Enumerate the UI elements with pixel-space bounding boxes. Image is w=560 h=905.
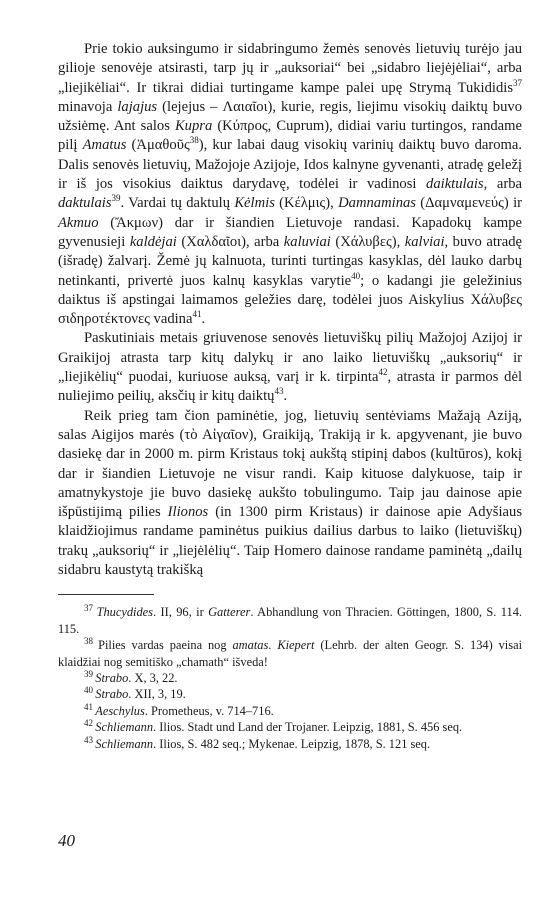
text-run: (Δαμναμενεύς) ir xyxy=(415,195,522,212)
italic-text: kaldėjai xyxy=(129,233,177,250)
text-run: , arba xyxy=(483,176,522,193)
text-run: . II, 96, ir xyxy=(153,605,209,620)
italic-text: Strabo xyxy=(95,687,129,702)
text-run: (Χαλδαῖοι), arba xyxy=(176,233,284,250)
text-run: ), kur labai daug visokių varinių daiktų buvo daroma. Dalis senovės lietuvių, Mažojoje Azijoje, Idos kalnyne gyvenanti, atradę geležį ir iš jos visokius daiktus darydavę, todėlei ir vadinosi xyxy=(58,137,523,193)
text-run: Prie tokio auksingumo ir sidabringumo žemės senovės lietuvių turėjo jau gilioje senovėje atsirasti, tarp jų ir „auksoriai“ bei „sidabro liejėjėliai“, arba „liejikėliai“. Ir tikrai didiai turtingame kampe palei upę Strymą Tukididis xyxy=(58,41,522,96)
italic-text: Akmuo xyxy=(58,214,99,231)
footnote-ref: 38 xyxy=(189,135,199,146)
footnote-ref: 42 xyxy=(84,718,96,729)
footnote-ref: 42 xyxy=(378,367,388,378)
italic-text: Aeschylus xyxy=(95,703,145,718)
text-run: . xyxy=(283,388,288,405)
text-run: . Abhandlung von Thracien. Göttingen, 1800, S. 114. 115. xyxy=(58,605,522,636)
italic-text: Ilionos xyxy=(167,504,209,521)
text-run: . XII, 3, 19. xyxy=(128,687,186,702)
body-paragraph xyxy=(58,329,522,406)
text-run: (Κύπρος, Cuprum), didiai variu turtingos, randame pilį xyxy=(58,118,522,154)
footnote-ref: 41 xyxy=(84,701,96,712)
text-run: . xyxy=(201,311,206,328)
footnote-ref: 43 xyxy=(274,386,284,397)
text-run: . Ilios. Stadt und Land der Trojaner. Leipzig, 1881, S. 456 seq. xyxy=(153,720,463,735)
body-paragraph xyxy=(58,407,522,581)
italic-text: Damnaminas xyxy=(338,195,416,212)
page-body xyxy=(58,40,522,752)
text-run: (Lehrb. der alten Geogr. S. 134) visai klaidžiai nog semitiško „chamath“ išveda! xyxy=(58,638,523,669)
text-run: (Ἄκμων) dar ir šiandien Lietuvoje randasi. Kapadokų kampe gyvenusieji xyxy=(58,214,522,250)
footnote-ref: 37 xyxy=(84,603,97,614)
footnote xyxy=(58,736,522,752)
italic-text: Schliemann xyxy=(95,720,154,735)
italic-text: Gatterer xyxy=(208,605,251,620)
text-run: (Ἀμαθοῦς xyxy=(126,137,190,154)
text-run: Reik prieg tam čion paminėtie, jog, lietuvių sentėviams Mažają Aziją, salas Aigijos marės (τὸ Αἰγαῖον), Graikiją, Trakiją ir k. apgyvenant, jie buvo dasiekę dar in 2000 m. pirm Kristaus tokį aukštą stipinį dabos (kultūros), kokį dar ir šiandien Lietuvoje ne visur randi. Kaip kituose dalykuose, taip ir amatnykystoje jie buvo dasiekę aukšto tobulingumo. Taip jau dainose apie išpūstijimą pilies xyxy=(58,407,522,521)
page-number: 40 xyxy=(58,831,75,850)
text-run: , atrasta ir parmos dėl nuliejimo peilių, aksčių ir kitų daiktų xyxy=(58,369,523,405)
italic-text: Strabo xyxy=(95,670,129,685)
footnote xyxy=(58,604,522,637)
text-run: . X, 3, 22. xyxy=(128,670,178,685)
text-run: . Vardai tų daktulų xyxy=(120,195,235,212)
italic-text: lajajus xyxy=(117,98,158,115)
footnote xyxy=(58,637,522,670)
footnote xyxy=(58,703,522,719)
text-run: (in 1300 pirm Kristaus) ir dainose apie Adyšiaus klaidžiojimus randame paminėtus puikius dailius darbus to laiko (lietuviškų) trakų „auksorių“ ir „liejėlėlių“. Taip Homero dainose randame paminėtą „dailų sidabru kaustytą trakišką xyxy=(58,504,522,579)
footnotes xyxy=(58,604,522,752)
footnote-ref: 40 xyxy=(84,685,96,696)
italic-text: Kėlmis xyxy=(234,195,275,212)
italic-text: daiktulais xyxy=(426,176,484,193)
text-run: . Ilios, S. 482 seq.; Mykenae. Leipzig, 1878, S. 121 seq. xyxy=(153,736,431,751)
footnote-ref: 40 xyxy=(351,270,361,281)
text-run: (lejejus – Λαιαῖοι), kurie, regis, liejimu visokių daiktų buvo užsiėmę. Ant salos xyxy=(58,98,522,135)
text-run: minavoja xyxy=(58,98,118,115)
text-run: ; o kadangi jie geležinius daiktus iš apstingai laimamos geležies darę, todėlei juos Aiskylius Χάλυβες σιδηροτέκτονες vadina xyxy=(58,272,522,328)
footnote-ref: 39 xyxy=(111,193,121,204)
italic-text: Kiepert xyxy=(277,638,315,653)
text-run: (Κέλμις), xyxy=(274,195,339,212)
footnote xyxy=(58,719,522,735)
footnote xyxy=(58,686,522,702)
text-run: . Prometheus, v. 714–716. xyxy=(144,703,274,718)
footnote-ref: 37 xyxy=(513,77,522,88)
footnote xyxy=(58,670,522,686)
body-paragraph xyxy=(58,40,522,329)
footnote-ref: 43 xyxy=(84,734,96,745)
italic-text: Schliemann xyxy=(95,736,154,751)
text-run: Pilies vardas paeina nog xyxy=(98,638,233,653)
italic-text: Thucydides xyxy=(96,605,153,620)
italic-text: daktulais xyxy=(58,195,112,212)
text-run: (Χάλυβες), xyxy=(330,233,405,250)
footnote-ref: 41 xyxy=(192,309,202,320)
footnote-divider xyxy=(58,594,154,595)
footnote-ref: 38 xyxy=(84,636,99,646)
italic-text: amatas xyxy=(232,638,269,653)
text-run: , buvo atradę (išradę) žalvarį. Žemė jų kalnuota, turinti turtingas kasyklas, dėl lauko darbų netinkanti, privertė juos kalnų kasyklas varytie xyxy=(58,233,523,289)
italic-text: kalviai xyxy=(404,233,445,250)
text-run: . xyxy=(268,638,278,653)
text-run: Paskutiniais metais griuvenose senovės lietuviškų pilių Mažojoj Azijoj ir Graikijoj atrasta tarp kitų dalykų ir ano laiko lietuviškų „auksorių“ ir „liejikėlių“ puodai, kuriuose auksą, varį ir k. tirpinta xyxy=(58,330,522,386)
italic-text: Amatus xyxy=(82,137,127,154)
italic-text: kaluviai xyxy=(283,233,331,250)
italic-text: Kupra xyxy=(174,118,213,135)
footnote-ref: 39 xyxy=(84,668,96,679)
